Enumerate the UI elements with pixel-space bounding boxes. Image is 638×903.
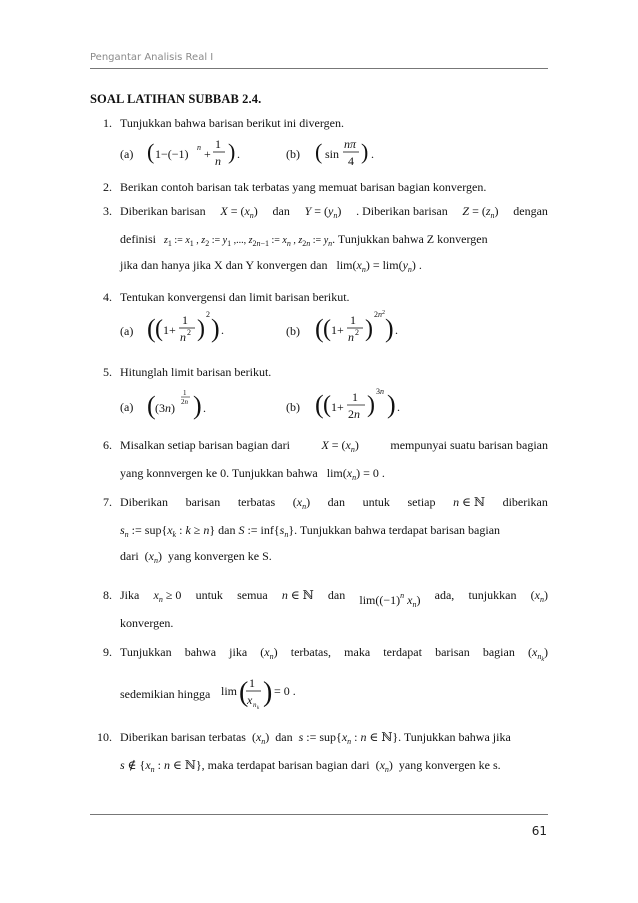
svg-text:= 0 .: = 0 . xyxy=(274,684,296,698)
problem-6 xyxy=(103,438,548,488)
svg-text:1: 1 xyxy=(183,389,187,397)
problem-line: Diberikan barisan terbatas $(x_n)$ dan untuk setiap n ∈ ℕ diberikan xyxy=(120,495,548,514)
problem-text: mempunyai suatu barisan bagian xyxy=(390,438,548,452)
svg-text:(: ( xyxy=(323,316,331,342)
problem-line: Tunjukkan bahwa jika $(x_n)$ terbatas, maka terdapat barisan bagian $(x_{n_k})$ xyxy=(120,645,548,668)
math-X: $X = (x_n)$ xyxy=(220,204,258,220)
svg-text:n: n xyxy=(348,330,354,344)
problem-number: 4. xyxy=(103,290,112,304)
math-limit-zero: $\lim(x_n) = 0$ . xyxy=(320,466,385,482)
svg-text:(: ( xyxy=(147,391,156,420)
header-rule xyxy=(90,68,548,69)
problem-8 xyxy=(103,588,548,638)
math-xn: $(x_n)$ xyxy=(248,730,273,746)
svg-text:(3n): (3n) xyxy=(155,401,175,415)
svg-text:2: 2 xyxy=(206,310,210,319)
page-number: 61 xyxy=(531,824,547,838)
problem-line: Diberikan barisan terbatas $(x_n)$ dan s := $sup\{x_n$ : n ∈ ℕ}. Tunjukkan bahwa jika xyxy=(120,730,511,746)
problem-line xyxy=(120,204,548,223)
problem-1 xyxy=(103,116,548,186)
problem-text: dengan xyxy=(513,204,548,218)
problem-text: Berikan contoh barisan tak terbatas yang memuat barisan bagian konvergen. xyxy=(120,180,487,194)
svg-text:): ) xyxy=(211,314,220,343)
svg-text:.: . xyxy=(395,323,398,337)
running-header: Pengantar Analisis Real I xyxy=(90,52,214,63)
svg-text:x: x xyxy=(247,693,253,707)
problem-4 xyxy=(103,290,548,360)
math-xn: $(x_n)$ xyxy=(530,588,548,604)
svg-text:.: . xyxy=(371,147,374,161)
svg-text:nπ: nπ xyxy=(344,137,357,151)
svg-text:1+: 1+ xyxy=(163,323,176,337)
svg-text:n: n xyxy=(197,143,201,152)
problem-7 xyxy=(103,495,548,571)
svg-text:1: 1 xyxy=(350,313,356,327)
math-definition: $z_1$ := $x_1$ , $z_2$ := $y_1$ ,..., $z_{2n-1}$ := $x_n$ , $z_{2n}$ := $y_n$ xyxy=(164,235,333,248)
svg-text:.: . xyxy=(237,147,240,161)
math-xn: $(x_n)$ xyxy=(292,495,311,511)
problem-number: 5. xyxy=(103,365,112,379)
math-not-in-set: s ∉ {$x_n$ : n ∈ ℕ} xyxy=(120,758,202,774)
svg-text:1−(−1): 1−(−1) xyxy=(155,147,189,161)
svg-text:): ) xyxy=(193,391,202,420)
problem-text: Tunjukkan bahwa barisan berikut ini divergen. xyxy=(120,116,344,130)
problem-line: dari $(x_n)$ yang konvergen ke S. xyxy=(120,549,272,565)
svg-text:n: n xyxy=(180,330,186,344)
problem-line: $s_n$ := $sup\{x_k$ : k ≥ n} dan S := $inf\{s_n\}$. Tunjukkan bahwa terdapat barisan bagian xyxy=(120,523,501,539)
problem-5 xyxy=(103,365,548,435)
math-n-in-N: n ∈ ℕ xyxy=(281,588,314,602)
svg-text:n: n xyxy=(215,154,221,168)
svg-text:n: n xyxy=(253,701,257,709)
svg-text:(: ( xyxy=(315,390,324,419)
svg-text:lim: lim xyxy=(221,684,238,698)
math-xn: $(x_n)$ xyxy=(260,645,278,661)
math-inf: S := $inf\{s_n\}$ xyxy=(238,523,295,539)
formula-1b xyxy=(313,134,393,176)
svg-text:2: 2 xyxy=(355,328,359,337)
problem-line xyxy=(120,438,548,457)
problem-text: Tentukan konvergensi dan limit barisan berikut. xyxy=(120,290,350,304)
math-Y: $Y = (y_n)$ xyxy=(304,204,342,220)
svg-text:sin: sin xyxy=(325,147,340,161)
problem-number: 1. xyxy=(103,116,112,130)
problem-text: konvergen. xyxy=(120,616,174,630)
footer-rule xyxy=(90,814,548,815)
math-xn: $(x_n)$ xyxy=(372,758,396,774)
svg-text:+: + xyxy=(204,147,211,161)
svg-text:(: ( xyxy=(147,139,155,164)
svg-text:2: 2 xyxy=(187,328,191,337)
part-a-label: (a) xyxy=(120,147,134,161)
math-subsequence: $(x_{n_k})$ xyxy=(527,645,548,663)
section-title: SOAL LATIHAN SUBBAB 2.4. xyxy=(90,92,262,106)
formula-1a xyxy=(145,134,255,176)
formula-5b xyxy=(313,382,433,430)
problem-line: s ∉ {$x_n$ : n ∈ ℕ}, maka terdapat barisan bagian dari $(x_n)$ yang konvergen ke s. xyxy=(120,758,501,774)
problem-10 xyxy=(97,730,548,780)
svg-text:(: ( xyxy=(315,139,323,164)
svg-text:(: ( xyxy=(315,314,324,343)
formula-4b xyxy=(313,307,433,355)
problem-text: Hitunglah limit barisan berikut. xyxy=(120,365,272,379)
part-b-label: (b) xyxy=(286,400,300,414)
problem-number: 6. xyxy=(103,438,112,452)
svg-text:): ) xyxy=(385,314,394,343)
problem-line: Jika $x_n \ge 0$ untuk semua n ∈ ℕ dan $\lim((-1)^n$ $x_n$) ada, tunjukkan $(x_n)$ xyxy=(120,588,548,612)
problem-3 xyxy=(103,204,548,284)
svg-text:): ) xyxy=(228,139,236,164)
formula-4a xyxy=(145,307,265,355)
svg-text:1: 1 xyxy=(352,390,358,404)
svg-text:(: ( xyxy=(147,314,156,343)
problem-text: Misalkan setiap barisan bagian dari xyxy=(120,438,290,452)
svg-text:2n2: $2n^2$ xyxy=(374,310,385,319)
svg-text:): ) xyxy=(263,677,273,708)
problem-number: 10. xyxy=(97,730,112,744)
svg-text:(: ( xyxy=(155,316,163,342)
svg-text:1+: 1+ xyxy=(331,323,344,337)
problem-number: 3. xyxy=(103,204,112,218)
problem-number: 9. xyxy=(103,645,112,659)
svg-text:k: k xyxy=(257,706,260,711)
problem-text: Diberikan barisan xyxy=(120,204,206,218)
math-sup-set: s := $sup\{x_n$ : n ∈ ℕ} xyxy=(298,730,399,746)
formula-5a xyxy=(145,384,245,430)
part-b-label: (b) xyxy=(286,324,300,338)
math-Z: $Z = (z_n)$ xyxy=(462,204,499,220)
math-sup: $s_n$ := $sup\{x_k$ : k ≥ n} xyxy=(120,523,216,539)
problem-number: 8. xyxy=(103,588,112,602)
problem-2 xyxy=(103,180,548,198)
problem-9 xyxy=(103,645,548,715)
formula-9 xyxy=(219,671,309,719)
svg-text:): ) xyxy=(365,316,373,342)
problem-line: definisi $z_1$ := $x_1$ , $z_2$ := $y_1$ ,..., $z_{2n-1}$ := $x_n$ , $z_{2n}$ := $y_n$. Tunjukkan bahwa Z konvergen xyxy=(120,232,488,248)
math-X: $X = (x_n)$ xyxy=(321,438,359,454)
svg-text:1+: 1+ xyxy=(331,400,344,414)
svg-text:1: 1 xyxy=(249,676,255,690)
problem-text: dan xyxy=(272,204,290,218)
svg-text:3n: 3n xyxy=(376,387,384,396)
problem-text: . Diberikan barisan xyxy=(356,204,448,218)
problem-text: sedemikian hingga xyxy=(120,687,211,701)
svg-text:.: . xyxy=(221,323,224,337)
svg-text:1: 1 xyxy=(215,137,221,151)
problem-line: yang konnvergen ke 0. Tunjukkan bahwa $\lim(x_n) = 0$ . xyxy=(120,466,385,482)
svg-text:): ) xyxy=(361,139,369,164)
svg-text:.: . xyxy=(203,401,206,415)
math-xn-nonneg: $x_n \ge 0$ xyxy=(153,588,182,604)
problem-line: jika dan hanya jika X dan Y konvergen dan $\lim(x_n) = \lim(y_n)$ . xyxy=(120,258,422,274)
problem-number: 2. xyxy=(103,180,112,194)
svg-text:): ) xyxy=(367,392,375,418)
svg-text:1: 1 xyxy=(182,313,188,327)
svg-text:(: ( xyxy=(323,392,331,418)
svg-text:): ) xyxy=(387,390,396,419)
problem-number: 7. xyxy=(103,495,112,509)
svg-text:(: ( xyxy=(239,677,249,708)
math-limit-equality: $\lim(x_n) = \lim(y_n)$ . xyxy=(330,258,422,274)
part-a-label: (a) xyxy=(120,324,134,338)
svg-text:2n: 2n xyxy=(181,398,188,406)
math-limit-alt: $\lim((-1)^n$ $x_n$) xyxy=(359,591,421,609)
svg-text:2n: 2n xyxy=(348,407,360,421)
math-xn: $(x_n)$ xyxy=(141,549,165,565)
svg-text:): ) xyxy=(197,316,205,342)
part-b-label: (b) xyxy=(286,147,300,161)
part-a-label: (a) xyxy=(120,400,134,414)
svg-text:4: 4 xyxy=(348,154,354,168)
svg-text:.: . xyxy=(397,400,400,414)
math-n-in-N: n ∈ ℕ xyxy=(453,495,485,509)
